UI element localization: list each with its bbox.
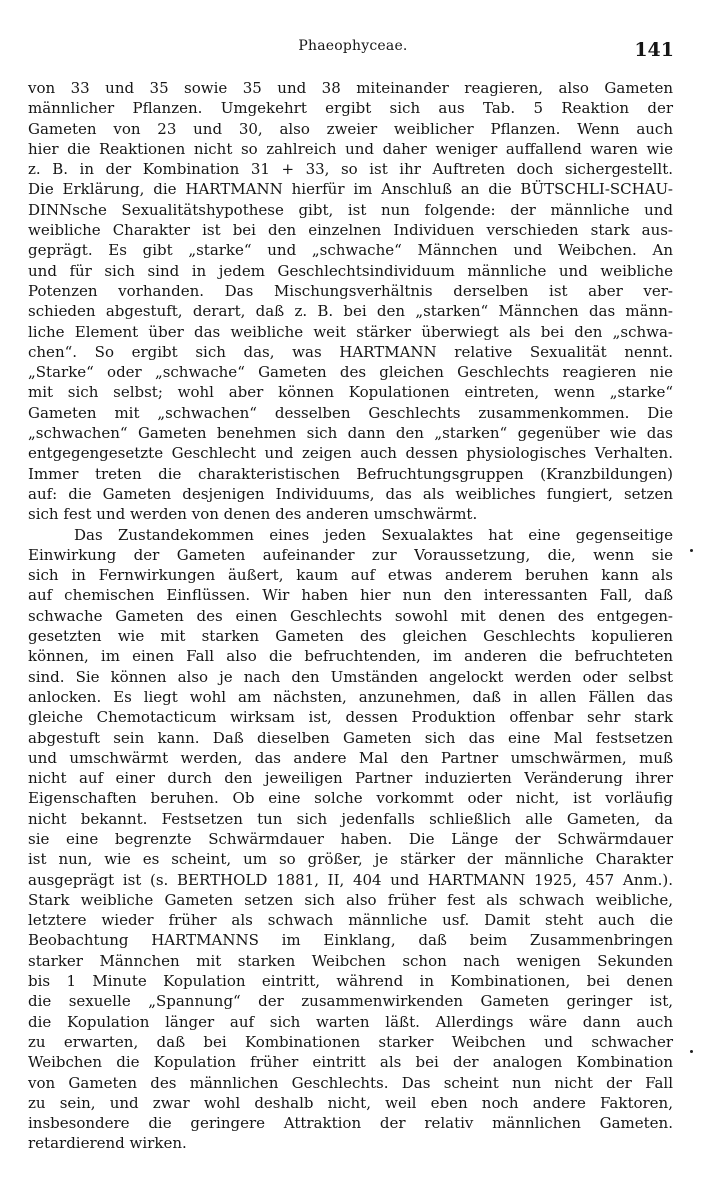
text-line: entgegengesetzte Geschlecht und zeigen auch dessen physiologisches Verhalten.: [28, 444, 673, 463]
text-line: abgestuft sein kann. Daß dieselben Gameten sich das eine Mal festsetzen: [28, 728, 673, 747]
text-line: zu sein, und zwar wohl deshalb nicht, weil eben noch andere Faktoren,: [28, 1093, 673, 1112]
text-line: nicht bekannt. Festsetzen tun sich jedenfalls schließlich alle Gameten, da: [28, 809, 673, 828]
page-body: [28, 78, 673, 1154]
text-line: Stark weibliche Gameten setzen sich also früher fest als schwach weibliche,: [28, 890, 673, 909]
text-line: Weibchen die Kopulation früher eintritt als bei der analogen Kombination: [28, 1053, 673, 1072]
text-line: letztere wieder früher als schwach männliche usf. Damit steht auch die: [28, 911, 673, 930]
text-line: liche Element über das weibliche weit stärker überwiegt als bei den „schwa-: [28, 322, 673, 341]
text-line: zu erwarten, daß bei Kombinationen starker Weibchen und schwacher: [28, 1032, 673, 1051]
text-line: bis 1 Minute Kopulation eintritt, während in Kombinationen, bei denen: [28, 972, 673, 991]
text-line: und für sich sind in jedem Geschlechtsindividuum männliche und weibliche: [28, 261, 673, 280]
text-line: die Kopulation länger auf sich warten läßt. Allerdings wäre dann auch: [28, 1012, 673, 1031]
text-line: Gameten mit „schwachen“ desselben Geschlechts zusammenkommen. Die: [28, 403, 673, 422]
text-line: insbesondere die geringere Attraktion der relativ männlichen Gameten.: [28, 1114, 673, 1133]
text-line: gleiche Chemotacticum wirksam ist, dessen Produktion offenbar sehr stark: [28, 708, 673, 727]
text-line: anlocken. Es liegt wohl am nächsten, anzunehmen, daß in allen Fällen das: [28, 687, 673, 706]
paragraph: [28, 525, 673, 1154]
running-head: [30, 38, 676, 62]
text-line: „schwachen“ Gameten benehmen sich dann den „starken“ gegenüber wie das: [28, 424, 673, 443]
text-line: retardierend wirken.: [28, 1134, 187, 1153]
text-line: Die Erklärung, die HARTMANN hierfür im Anschluß an die BÜTSCHLI-SCHAU-: [28, 180, 673, 199]
text-line: Einwirkung der Gameten aufeinander zur Voraussetzung, die, wenn sie: [28, 545, 673, 564]
text-line: nicht auf einer durch den jeweiligen Partner induzierten Veränderung ihrer: [28, 769, 673, 788]
text-line: sich in Fernwirkungen äußert, kaum auf etwas anderem beruhen kann als: [28, 566, 673, 585]
text-line: und umschwärmt werden, das andere Mal den Partner umschwärmen, muß: [28, 748, 673, 767]
text-line: schwache Gameten des einen Geschlechts sowohl mit denen des entgegen-: [28, 606, 673, 625]
text-line: männlicher Pflanzen. Umgekehrt ergibt sich aus Tab. 5 Reaktion der: [28, 99, 673, 118]
text-line: sie eine begrenzte Schwärmdauer haben. Die Länge der Schwärmdauer: [28, 829, 673, 848]
text-line: von 33 und 35 sowie 35 und 38 miteinander reagieren, also Gameten: [28, 79, 673, 97]
text-line: z. B. in der Kombination 31 + 33, so ist ihr Auftreten doch sichergestellt.: [28, 160, 673, 179]
page-number: 141: [634, 39, 674, 61]
text-line: chen“. So ergibt sich das, was HARTMANN relative Sexualität nennt.: [28, 342, 673, 361]
text-line: Das Zustandekommen eines jeden Sexualaktes hat eine gegenseitige: [74, 525, 673, 544]
text-line: sind. Sie können also je nach den Umständen angelockt werden oder selbst: [28, 667, 673, 686]
text-line: ausgeprägt ist (s. BERTHOLD 1881, II, 404 und HARTMANN 1925, 457 Anm.).: [28, 870, 673, 889]
text-line: können, im einen Fall also die befruchtenden, im anderen die befruchteten: [28, 647, 673, 666]
text-line: von Gameten des männlichen Geschlechts. Das scheint nun nicht der Fall: [28, 1073, 673, 1092]
text-line: schieden abgestuft, derart, daß z. B. bei den „starken“ Männchen das männ-: [28, 302, 673, 321]
text-line: Eigenschaften beruhen. Ob eine solche vorkommt oder nicht, ist vorläufig: [28, 789, 673, 808]
text-line: ist nun, wie es scheint, um so größer, je stärker der männliche Charakter: [28, 850, 673, 869]
text-line: auf: die Gameten desjenigen Individuums, das als weibliches fungiert, setzen: [28, 484, 673, 503]
text-line: die sexuelle „Spannung“ der zusammenwirkenden Gameten geringer ist,: [28, 992, 673, 1011]
text-line: Potenzen vorhanden. Das Mischungsverhältnis derselben ist aber ver-: [28, 281, 673, 300]
paragraph: [28, 78, 673, 525]
text-line: mit sich selbst; wohl aber können Kopulationen eintreten, wenn „starke“: [28, 383, 673, 402]
text-line: „Starke“ oder „schwache“ Gameten des gleichen Geschlechts reagieren nie: [28, 363, 673, 382]
text-line: geprägt. Es gibt „starke“ und „schwache“ Männchen und Weibchen. An: [28, 241, 673, 260]
text-line: auf chemischen Einflüssen. Wir haben hier nun den interessanten Fall, daß: [28, 586, 673, 605]
text-line: starker Männchen mit starken Weibchen schon nach wenigen Sekunden: [28, 951, 673, 970]
text-line: DINNsche Sexualitätshypothese gibt, ist nun folgende: der männliche und: [28, 200, 673, 219]
text-line: Beobachtung HARTMANNS im Einklang, daß beim Zusammenbringen: [28, 931, 673, 950]
text-line: sich fest und werden von denen des anderen umschwärmt.: [28, 505, 478, 524]
text-line: weibliche Charakter ist bei den einzelnen Individuen verschieden stark aus-: [28, 221, 673, 240]
text-line: Gameten von 23 und 30, also zweier weiblicher Pflanzen. Wenn auch: [28, 119, 673, 138]
running-head-title: Phaeophyceae.: [298, 38, 408, 54]
text-line: gesetzten wie mit starken Gameten des gleichen Geschlechts kopulieren: [28, 627, 673, 646]
margin-mark: [690, 1050, 693, 1053]
margin-mark: [690, 549, 693, 552]
text-line: Immer treten die charakteristischen Befruchtungsgruppen (Kranzbildungen): [28, 464, 673, 483]
text-line: hier die Reaktionen nicht so zahlreich und daher weniger auffallend waren wie: [28, 139, 673, 158]
